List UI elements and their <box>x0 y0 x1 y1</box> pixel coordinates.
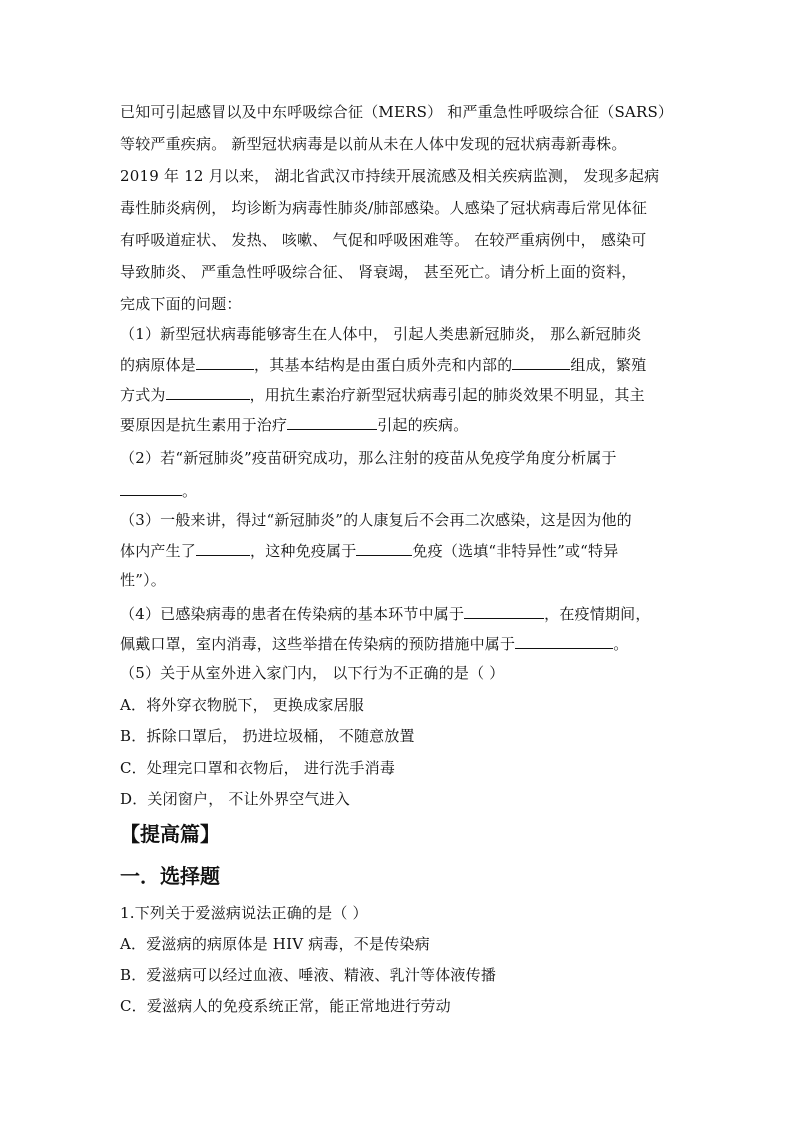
question-2-text: 。 <box>182 482 198 500</box>
option-b[interactable]: B．拆除口罩后， 扔进垃圾桶， 不随意放置 <box>120 727 415 745</box>
question-1-text: 的病原体是 <box>120 356 197 374</box>
question-1-line <box>120 384 680 405</box>
option-a[interactable]: A．将外穿衣物脱下， 更换成家居服 <box>120 696 365 714</box>
section-heading: 【提高篇】 <box>120 822 220 846</box>
option-a[interactable]: A．爱滋病的病原体是 HIV 病毒，不是传染病 <box>120 935 430 953</box>
question-1-line <box>120 324 680 344</box>
intro-line: 等较严重疾病。 新型冠状病毒是以前从未在人体中发现的冠状病毒新毒株。 <box>120 135 627 153</box>
question-1-text: ，其基本结构是由蛋白质外壳和内部的 <box>254 356 513 374</box>
answer-blank[interactable] <box>166 384 250 400</box>
question-1-text: 组成，繁殖 <box>570 356 647 374</box>
question-4-text: ，在疫情期间， <box>544 605 651 623</box>
question-2-line <box>120 480 680 501</box>
question-3-text: 性”）。 <box>120 571 166 589</box>
question-1-text: （1）新型冠状病毒能够寄生在人体中， 引起人类患新冠肺炎， 那么新冠肺炎 <box>120 325 642 343</box>
question-1-text: 方式为 <box>120 386 166 404</box>
intro-line: 已知可引起感冒以及中东呼吸综合征（MERS） 和严重急性呼吸综合征（SARS） <box>120 103 674 121</box>
mc-question-stem: 1.下列关于爱滋病说法正确的是（ ） <box>120 904 368 922</box>
question-1-text: 要原因是抗生素用于治疗 <box>120 416 288 434</box>
question-4-line <box>120 603 680 624</box>
answer-blank[interactable] <box>464 603 544 619</box>
answer-blank[interactable] <box>515 633 613 649</box>
question-1-line <box>120 354 680 375</box>
intro-line: 导致肺炎、 严重急性呼吸综合征、 肾衰竭， 甚至死亡。请分析上面的资料， <box>120 263 637 281</box>
question-3-line <box>120 510 680 530</box>
question-4-text: 佩戴口罩，室内消毒，这些举措在传染病的预防措施中属于 <box>120 635 516 653</box>
question-3-line <box>120 570 680 590</box>
answer-blank[interactable] <box>196 540 250 556</box>
question-1-text: 引起的疾病。 <box>377 416 469 434</box>
question-1-text: ，用抗生素治疗新型冠状病毒引起的肺炎效果不明显，其主 <box>249 386 645 404</box>
option-d[interactable]: D．关闭窗户， 不让外界空气进入 <box>120 790 350 808</box>
question-4-text: 。 <box>613 635 629 653</box>
intro-line: 完成下面的问题： <box>120 295 242 313</box>
question-4-line <box>120 633 680 654</box>
question-2-line <box>120 448 680 468</box>
question-5-stem: （5）关于从室外进入家门内， 以下行为不正确的是（ ） <box>120 664 505 682</box>
question-2-text: （2）若“新冠肺炎”疫苗研究成功，那么注射的疫苗从免疫学角度分析属于 <box>120 449 617 467</box>
question-4-text: （4）已感染病毒的患者在传染病的基本环节中属于 <box>120 605 465 623</box>
question-3-text: （3）一般来讲，得过“新冠肺炎”的人康复后不会再二次感染，这是因为他的 <box>120 511 632 529</box>
subsection-heading: 一．选择题 <box>120 864 220 888</box>
option-c[interactable]: C．爱滋病人的免疫系统正常，能正常地进行劳动 <box>120 997 451 1015</box>
option-c[interactable]: C．处理完口罩和衣物后， 进行洗手消毒 <box>120 759 396 777</box>
question-3-text: ，这种免疫属于 <box>250 542 357 560</box>
answer-blank[interactable] <box>287 414 377 430</box>
intro-line: 2019 年 12 月以来， 湖北省武汉市持续开展流感及相关疾病监测， 发现多起病 <box>120 167 660 185</box>
intro-line: 有呼吸道症状、 发热、 咳嗽、 气促和呼吸困难等。 在较严重病例中， 感染可 <box>120 231 647 249</box>
intro-line: 毒性肺炎病例， 均诊断为病毒性肺炎/肺部感染。人感染了冠状病毒后常见体征 <box>120 199 648 217</box>
answer-blank[interactable] <box>196 354 254 370</box>
answer-blank[interactable] <box>120 480 182 496</box>
question-3-text: 体内产生了 <box>120 542 197 560</box>
question-3-text: 免疫（选填“非特异性”或“特异 <box>412 542 619 560</box>
answer-blank[interactable] <box>512 354 570 370</box>
answer-blank[interactable] <box>356 540 412 556</box>
question-1-line <box>120 414 680 435</box>
option-b[interactable]: B．爱滋病可以经过血液、唾液、精液、乳汁等体液传播 <box>120 966 497 984</box>
question-3-line <box>120 540 680 561</box>
